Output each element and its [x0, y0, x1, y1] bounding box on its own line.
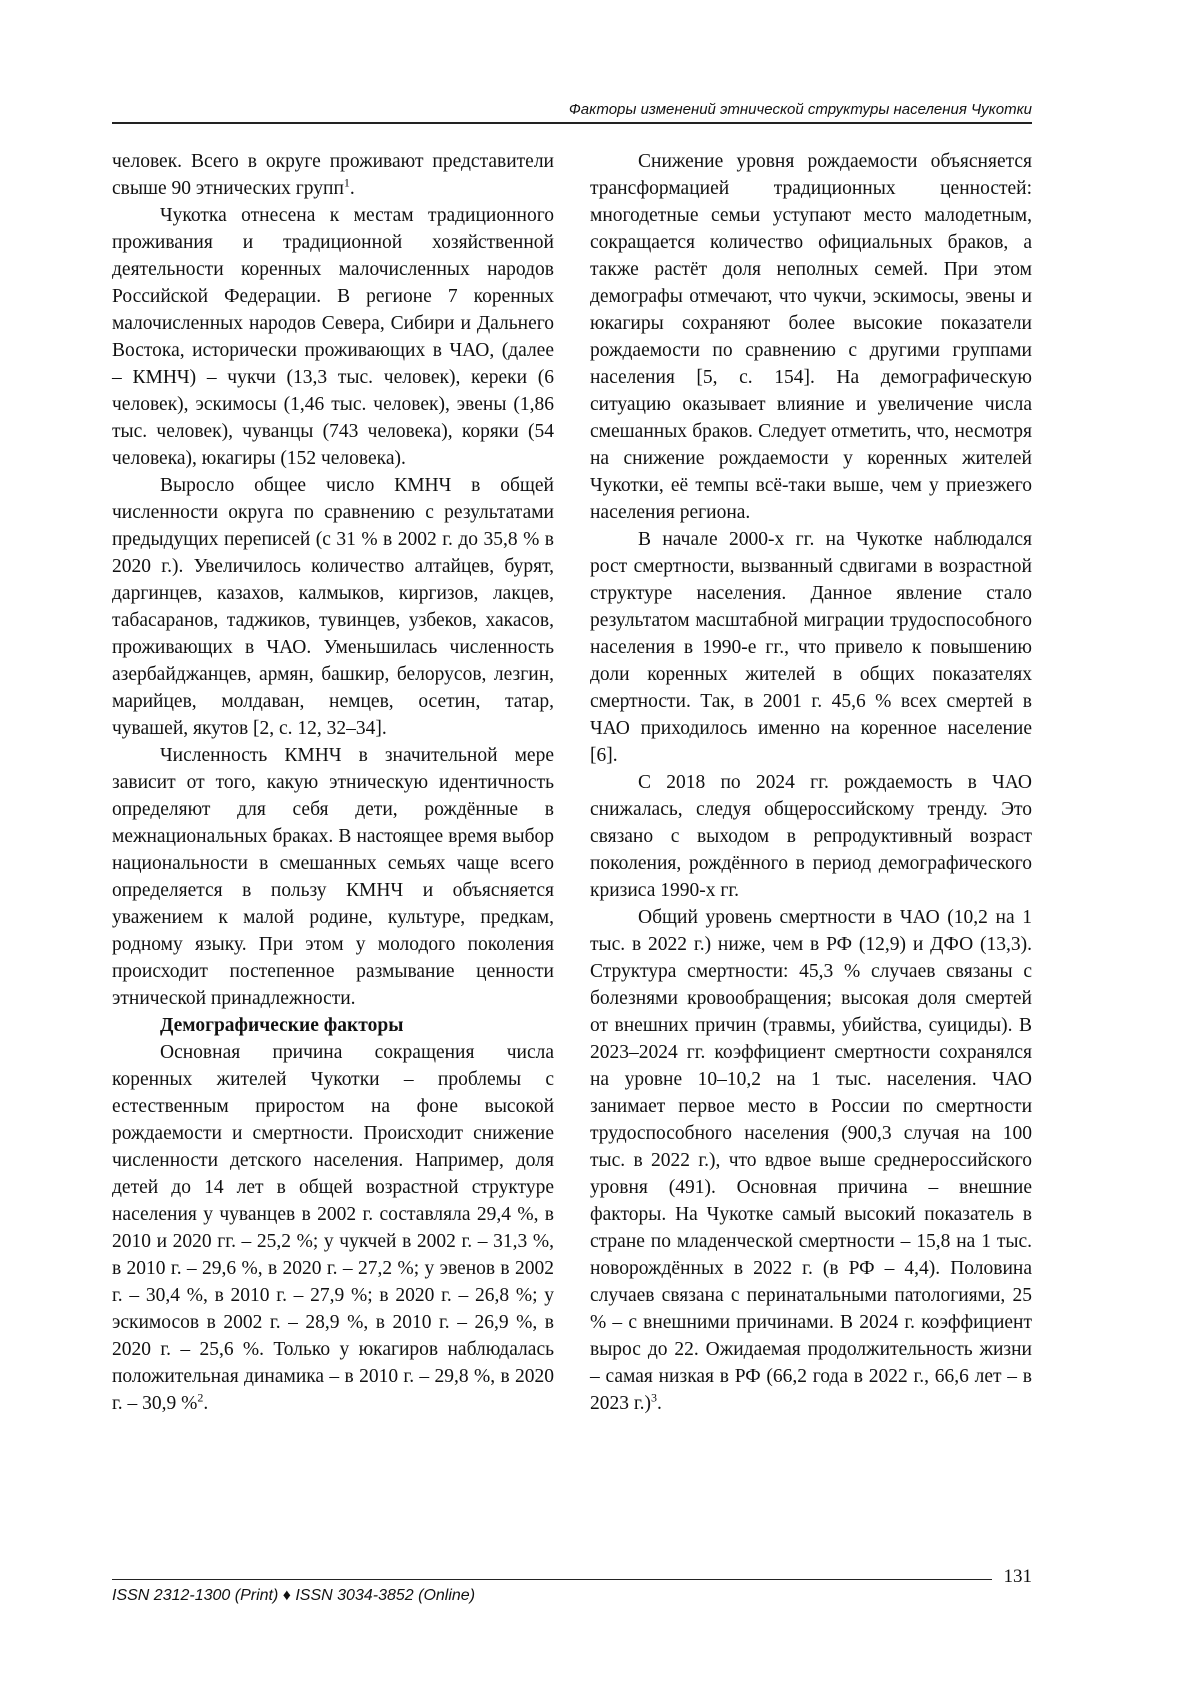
- paragraph: Выросло общее число КМНЧ в общей численности округа по сравнению с результатами предыдущих переписей (с 31 % в 2002 г. до 35,8 % в 2020 г.). Увеличилось количество алтайцев, бурят, даргинцев, казахов, калмыков, киргизов, лакцев, табасаранов, таджиков, тувинцев, узбеков, хакасов, проживающих в ЧАО. Уменьшилась численность азербайджанцев, армян, башкир, белорусов, лезгин, марийцев, молдаван, немцев, осетин, татар, чувашей, якутов [2, с. 12, 32–34].: [112, 475, 554, 739]
- punctuation: .: [657, 1393, 662, 1414]
- paragraph-text: Общий уровень смертности в ЧАО (10,2 на 1 тыс. в 2022 г.) ниже, чем в РФ (12,9) и ДФО (13,3). Структура смертности: 45,3 % случаев связаны с болезнями кровообращения; высокая доля смертей от внешних причин (травмы, убийства, суициды). В 2023–2024 гг. коэффициент смертности сохранялся на уровне 10–10,2 на 1 тыс. населения. ЧАО занимает первое место в России по смертности трудоспособного населения (900,3 случая на 100 тыс. в 2022 г.), что вдвое выше среднероссийского уровня (491). Основная причина – внешние факторы. На Чукотке самый высокий показатель в стране по младенческой смертности – 15,8 на 1 тыс. новорождённых в 2022 г. (в РФ – 4,4). Половина случаев связана с перинатальными патологиями, 25 % – с внешними причинами. В 2024 г. коэффициент вырос до 22. Ожидаемая продолжительность жизни – самая низкая в РФ (66,2 года в 2022 г., 66,6 лет – в 2023 г.): [590, 907, 1032, 1414]
- punctuation: .: [203, 1393, 209, 1414]
- paragraph: Снижение уровня рождаемости объясняется трансформацией традиционных ценностей: многодетные семьи уступают место малодетным, сокращается количество официальных браков, а также растёт доля неполных семей. При этом демографы отмечают, что чукчи, эскимосы, эвены и юкагиры сохраняют более высокие показатели рождаемости по сравнению с другими группами населения [5, с. 154]. На демографическую ситуацию оказывает влияние и увеличение числа смешанных браков. Следует отметить, что, несмотря на снижение рождаемости у коренных жителей Чукотки, её темпы всё-таки выше, чем у приезжего населения региона.: [590, 151, 1032, 523]
- header-rule: [112, 122, 1032, 124]
- paragraph: Численность КМНЧ в значительной мере зависит от того, какую этническую идентичность определяют для себя дети, рождённые в межнациональных браках. В настоящее время выбор национальности в смешанных семьях чаще всего определяется в пользу КМНЧ и объясняется уважением к малой родине, культуре, предкам, родному языку. При этом у молодого поколения происходит постепенное размывание ценности этнической принадлежности.: [112, 745, 554, 1009]
- issn-line: ISSN 2312-1300 (Print) ♦ ISSN 3034-3852 (Online): [112, 1587, 476, 1604]
- right-column: [590, 148, 1032, 1417]
- running-title: Факторы изменений этнической структуры населения Чукотки: [568, 101, 1032, 118]
- paragraph: С 2018 по 2024 гг. рождаемость в ЧАО снижалась, следуя общероссийскому тренду. Это связано с выходом в репродуктивный возраст поколения, рождённого в период демографического кризиса 1990-х гг.: [590, 772, 1032, 901]
- footnote-ref[interactable]: 1: [343, 175, 350, 190]
- paragraph: [112, 1039, 554, 1417]
- paragraph-text: человек. Всего в округе проживают представители свыше 90 этнических групп: [112, 151, 554, 199]
- section-heading: Демографические факторы: [160, 1015, 404, 1036]
- paragraph: В начале 2000-х гг. на Чукотке наблюдался рост смертности, вызванный сдвигами в возрастной структуре населения. Данное явление стало результатом масштабной миграции трудоспособного населения в 1990-е гг., что привело к повышению доли коренных жителей в общих показателях смертности. Так, в 2001 г. 45,6 % всех смертей в ЧАО приходилось именно на коренное население [6].: [590, 529, 1032, 766]
- paragraph: Чукотка отнесена к местам традиционного проживания и традиционной хозяйственной деятельности коренных малочисленных народов Российской Федерации. В регионе 7 коренных малочисленных народов Севера, Сибири и Дальнего Востока, исторически проживающих в ЧАО, (далее – КМНЧ) – чукчи (13,3 тыс. человек), кереки (6 человек), эскимосы (1,46 тыс. человек), эвены (1,86 тыс. человек), чуванцы (743 человека), коряки (54 человека), юкагиры (152 человека).: [112, 205, 554, 469]
- footnote-ref[interactable]: 2: [197, 1390, 204, 1405]
- punctuation: .: [349, 178, 355, 199]
- footer-rule: [112, 1579, 992, 1580]
- page-number: 131: [1003, 1566, 1032, 1587]
- footnote-ref[interactable]: 3: [651, 1390, 658, 1405]
- paragraph: [590, 904, 1032, 1417]
- paragraph: [112, 148, 554, 202]
- left-column: [112, 148, 554, 1417]
- paragraph-text: Основная причина сокращения числа коренных жителей Чукотки – проблемы с естественным приростом на фоне высокой рождаемости и смертности. Происходит снижение численности детского населения. Например, доля детей до 14 лет в общей возрастной структуре населения у чуванцев в 2002 г. составляла 29,4 %, в 2010 и 2020 гг. – 25,2 %; у чукчей в 2002 г. – 31,3 %, в 2010 г. – 29,6 %, в 2020 г. – 27,2 %; у эвенов в 2002 г. – 30,4 %, в 2010 г. – 27,9 %; в 2020 г. – 26,8 %; у эскимосов в 2002 г. – 28,9 %, в 2010 г. – 26,9 %, в 2020 г. – 25,6 %. Только у юкагиров наблюдалась положительная динамика – в 2010 г. – 29,8 %, в 2020 г. – 30,9 %: [112, 1042, 554, 1414]
